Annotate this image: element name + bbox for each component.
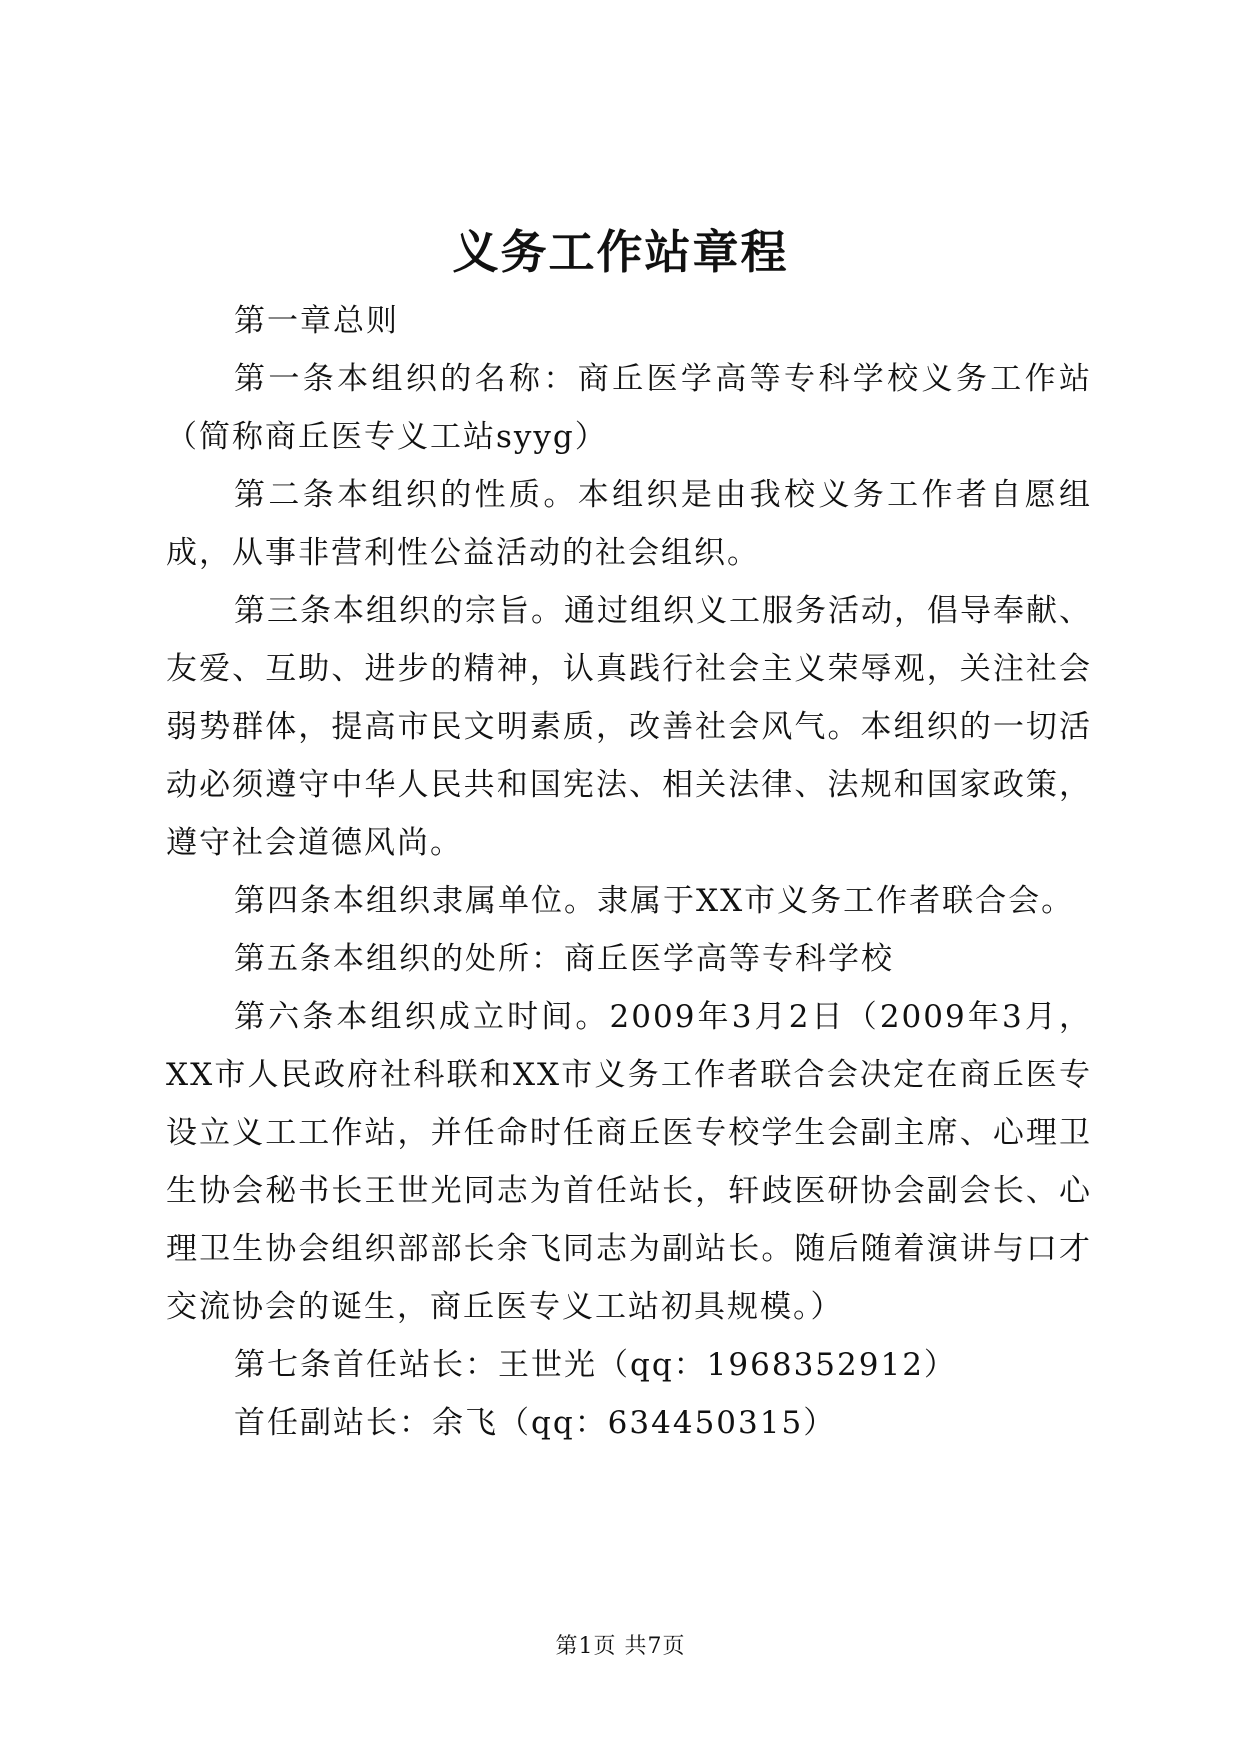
article-6: 第六条本组织成立时间。2009年3月2日（2009年3月，XX市人民政府社科联和XX市义务工作者联合会决定在商丘医专设立义工工作站，并任命时任商丘医专校学生会副主席、心理卫生协会秘书长王世光同志为首任站长，轩歧医研协会副会长、心理卫生协会组织部部长余飞同志为副站长。随后随着演讲与口才交流协会的诞生，商丘医专义工站初具规模。） xyxy=(166,999,1092,1325)
article-1: 第一条本组织的名称：商丘医学高等专科学校义务工作站（简称商丘医专义工站syyg） xyxy=(166,361,1092,455)
article-5: 第五条本组织的处所：商丘医学高等专科学校 xyxy=(234,941,894,977)
article-7: 第七条首任站长：王世光（qq：1968352912） xyxy=(234,1347,957,1383)
article-3: 第三条本组织的宗旨。通过组织义工服务活动，倡导奉献、友爱、互助、进步的精神，认真践行社会主义荣辱观，关注社会弱势群体，提高市民文明素质，改善社会风气。本组织的一切活动必须遵守中华人民共和国宪法、相关法律、法规和国家政策，遵守社会道德风尚。 xyxy=(166,593,1092,861)
article-4: 第四条本组织隶属单位。隶属于XX市义务工作者联合会。 xyxy=(234,883,1075,919)
article-2: 第二条本组织的性质。本组织是由我校义务工作者自愿组成，从事非营利性公益活动的社会组织。 xyxy=(166,477,1092,571)
page-footer: 第1页 共7页 xyxy=(555,1634,686,1659)
document-body xyxy=(166,292,1092,1452)
deputy-head-line: 首任副站长：余飞（qq：634450315） xyxy=(234,1405,837,1441)
document-title: 义务工作站章程 xyxy=(452,225,789,279)
chapter-heading: 第一章总则 xyxy=(234,303,399,339)
